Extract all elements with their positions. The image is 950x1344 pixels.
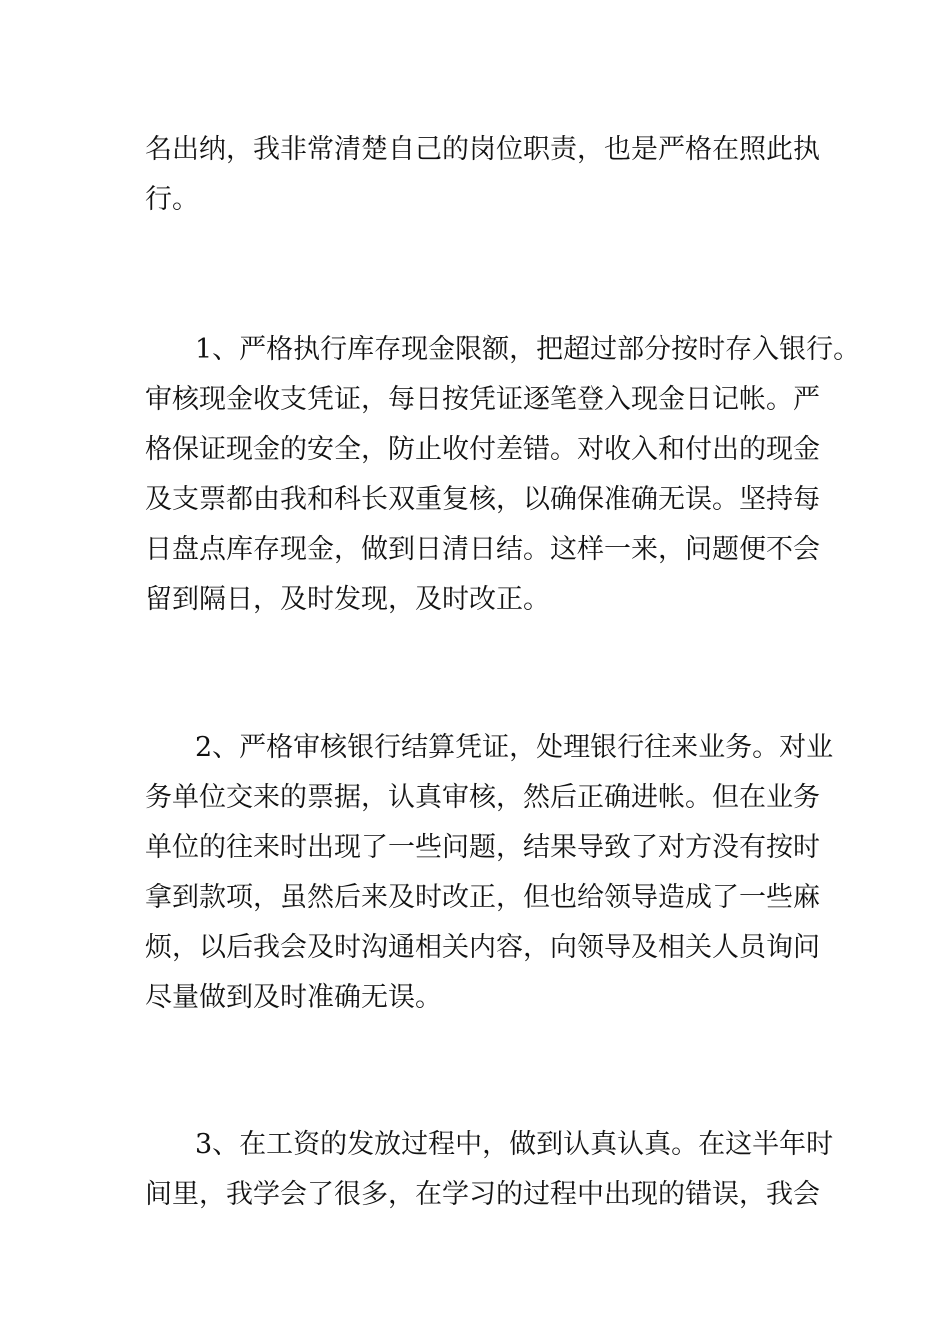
paragraph-3-line: 3、在工资的发放过程中，做到认真认真。在这半年时 bbox=[195, 1129, 834, 1160]
paragraph-1-line: 及支票都由我和科长双重复核，以确保准确无误。坚持每 bbox=[145, 484, 820, 515]
paragraph-1-line: 审核现金收支凭证，每日按凭证逐笔登入现金日记帐。严 bbox=[145, 384, 820, 415]
paragraph-1-line: 格保证现金的安全，防止收付差错。对收入和付出的现金 bbox=[145, 434, 820, 465]
paragraph-2-line: 拿到款项，虽然后来及时改正，但也给领导造成了一些麻 bbox=[145, 882, 820, 913]
paragraph-1-line: 1、严格执行库存现金限额，把超过部分按时存入银行。 bbox=[195, 334, 861, 365]
paragraph-2-line: 2、严格审核银行结算凭证，处理银行往来业务。对业 bbox=[195, 732, 834, 763]
paragraph-1-line: 留到隔日，及时发现，及时改正。 bbox=[145, 584, 550, 615]
paragraph-2-line: 务单位交来的票据，认真审核，然后正确进帐。但在业务 bbox=[145, 782, 820, 813]
paragraph-2-line: 尽量做到及时准确无误。 bbox=[145, 982, 442, 1013]
paragraph-line: 名出纳，我非常清楚自己的岗位职责，也是严格在照此执 bbox=[145, 134, 820, 165]
paragraph-1-line: 日盘点库存现金，做到日清日结。这样一来，问题便不会 bbox=[145, 534, 820, 565]
paragraph-3-line: 间里，我学会了很多，在学习的过程中出现的错误，我会 bbox=[145, 1179, 820, 1210]
paragraph-2-line: 单位的往来时出现了一些问题，结果导致了对方没有按时 bbox=[145, 832, 820, 863]
paragraph-line: 行。 bbox=[145, 184, 199, 215]
paragraph-2-line: 烦，以后我会及时沟通相关内容，向领导及相关人员询问 bbox=[145, 932, 820, 963]
